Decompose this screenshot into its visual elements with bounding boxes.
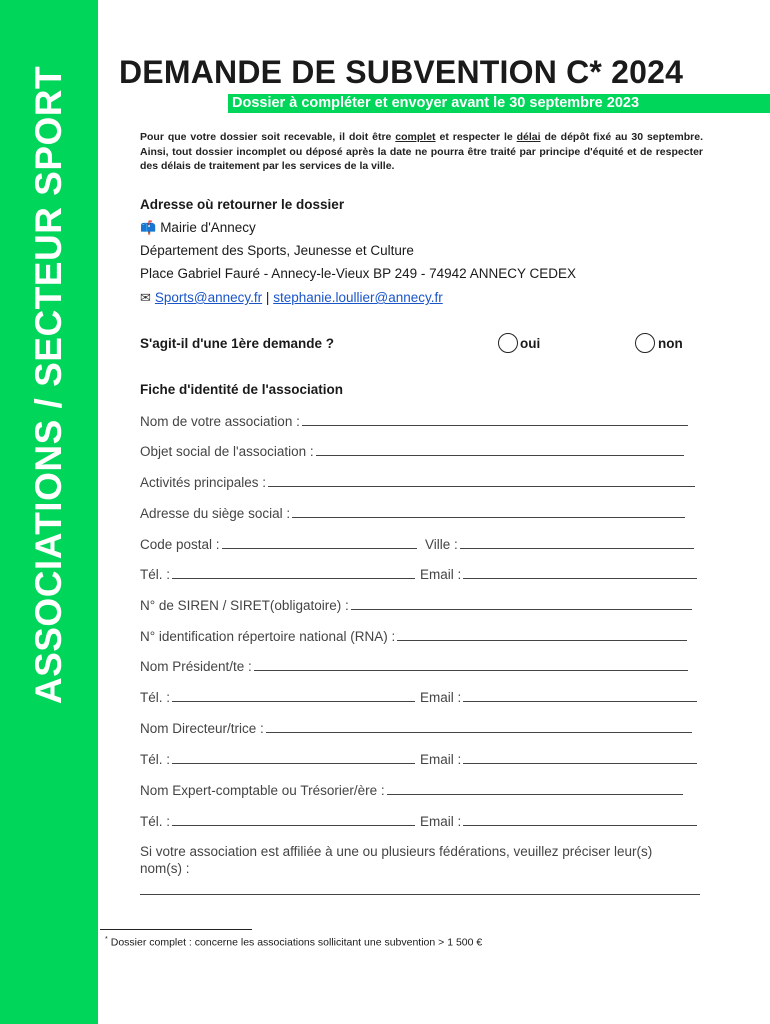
field-tel-1[interactable] <box>140 566 415 582</box>
field-directeur-label: Nom Directeur/trice : <box>140 721 264 736</box>
field-rna[interactable] <box>140 628 687 644</box>
intro-text-2: et respecter le <box>435 131 517 143</box>
footnote-mark: * <box>105 936 108 943</box>
field-objet-input[interactable] <box>316 443 684 456</box>
field-ville-input[interactable] <box>460 536 694 549</box>
field-activities-input[interactable] <box>268 474 695 487</box>
email-contact-link[interactable]: stephanie.loullier@annecy.fr <box>273 290 443 305</box>
field-email-1-input[interactable] <box>463 566 697 579</box>
intro-complet: complet <box>395 131 436 143</box>
field-tel-2[interactable] <box>140 689 415 705</box>
field-siege[interactable] <box>140 505 685 521</box>
field-siren[interactable] <box>140 597 692 613</box>
footnote <box>105 936 482 949</box>
field-name-input[interactable] <box>302 413 688 426</box>
field-activities-label: Activités principales : <box>140 475 267 490</box>
field-siege-input[interactable] <box>292 505 685 518</box>
field-tel-1-label: Tél. : <box>140 567 171 582</box>
field-email-2[interactable] <box>420 689 697 705</box>
field-postal[interactable] <box>140 536 417 552</box>
field-email-3-label: Email : <box>420 752 462 767</box>
address-heading: Adresse où retourner le dossier <box>140 197 345 212</box>
field-directeur[interactable] <box>140 720 692 736</box>
field-email-4-input[interactable] <box>463 813 697 826</box>
field-objet[interactable] <box>140 443 684 459</box>
deadline-text: Dossier à compléter et envoyer avant le 30 septembre 2023 <box>232 95 640 111</box>
field-expert[interactable] <box>140 782 683 798</box>
field-email-1[interactable] <box>420 566 697 582</box>
field-federation-input[interactable] <box>140 882 700 895</box>
radio-non[interactable] <box>635 333 655 353</box>
field-rna-input[interactable] <box>397 628 687 641</box>
address-line-2: Département des Sports, Jeunesse et Culture <box>140 243 414 258</box>
field-email-4[interactable] <box>420 813 697 829</box>
field-tel-3-label: Tél. : <box>140 752 171 767</box>
address-mairie: Mairie d'Annecy <box>160 220 256 235</box>
field-tel-4[interactable] <box>140 813 415 829</box>
field-president[interactable] <box>140 658 688 674</box>
intro-paragraph <box>140 130 703 174</box>
field-postal-label: Code postal : <box>140 537 220 552</box>
field-email-4-label: Email : <box>420 814 462 829</box>
address-line-3: Place Gabriel Fauré - Annecy-le-Vieux BP 249 - 74942 ANNECY CEDEX <box>140 266 576 281</box>
intro-text-1: Pour que votre dossier soit recevable, il doit être <box>140 131 396 143</box>
field-postal-input[interactable] <box>222 536 417 549</box>
field-expert-label: Nom Expert-comptable ou Trésorier/ère : <box>140 783 385 798</box>
field-email-2-label: Email : <box>420 690 462 705</box>
field-name[interactable] <box>140 413 688 429</box>
field-tel-4-input[interactable] <box>172 813 415 826</box>
radio-oui[interactable] <box>498 333 518 353</box>
field-email-3[interactable] <box>420 751 697 767</box>
field-siege-label: Adresse du siège social : <box>140 506 291 521</box>
field-siren-label: N° de SIREN / SIRET(obligatoire) : <box>140 598 349 613</box>
field-tel-2-label: Tél. : <box>140 690 171 705</box>
field-objet-label: Objet social de l'association : <box>140 444 314 459</box>
radio-oui-label: oui <box>520 336 541 351</box>
field-expert-input[interactable] <box>387 782 683 795</box>
deadline-banner <box>228 94 770 113</box>
field-federation-label: Si votre association est affiliée à une ou plusieurs fédérations, veuillez préciser leur(s) <box>140 844 653 859</box>
footnote-text: Dossier complet : concerne les associations sollicitant une subvention > 1 500 € <box>110 936 483 949</box>
field-tel-1-input[interactable] <box>172 566 415 579</box>
field-ville-label: Ville : <box>425 537 458 552</box>
field-activities[interactable] <box>140 474 695 490</box>
mailbox-icon: 📫 <box>140 220 157 235</box>
email-sports-link[interactable]: Sports@annecy.fr <box>154 290 263 305</box>
envelope-icon: ✉ <box>140 290 151 305</box>
footnote-divider <box>100 929 252 930</box>
field-president-input[interactable] <box>254 658 688 671</box>
field-siren-input[interactable] <box>351 597 692 610</box>
page-title: DEMANDE DE SUBVENTION C* 2024 <box>119 54 684 90</box>
field-president-label: Nom Président/te : <box>140 659 252 674</box>
email-separator: | <box>265 290 270 305</box>
field-email-1-label: Email : <box>420 567 462 582</box>
field-email-2-input[interactable] <box>463 689 697 702</box>
sidebar-title: ASSOCIATIONS / SECTEUR SPORT <box>28 65 69 705</box>
first-request-question: S'agit-il d'une 1ère demande ? <box>140 336 334 351</box>
radio-non-label: non <box>658 336 683 351</box>
field-rna-label: N° identification répertoire national (RNA) : <box>140 629 396 644</box>
address-line-1 <box>140 220 256 236</box>
sidebar <box>0 0 98 1024</box>
field-tel-3-input[interactable] <box>172 751 415 764</box>
field-tel-4-label: Tél. : <box>140 814 171 829</box>
field-name-label: Nom de votre association : <box>140 414 300 429</box>
identity-heading: Fiche d'identité de l'association <box>140 382 343 397</box>
field-email-3-input[interactable] <box>463 751 697 764</box>
address-emails <box>140 290 443 306</box>
intro-text-3: de dépôt fixé au 30 septembre. Ainsi, tout dossier incomplet ou déposé après la date ne pourra être traité par principe d'équité et de respecter des délais de traitement par les services de la ville. <box>140 131 703 172</box>
field-federation[interactable] <box>140 882 700 898</box>
field-directeur-input[interactable] <box>266 720 692 733</box>
field-federation-label-2: nom(s) : <box>140 861 190 876</box>
intro-delai: délai <box>516 131 541 143</box>
field-tel-2-input[interactable] <box>172 689 415 702</box>
field-ville[interactable] <box>425 536 694 552</box>
field-tel-3[interactable] <box>140 751 415 767</box>
